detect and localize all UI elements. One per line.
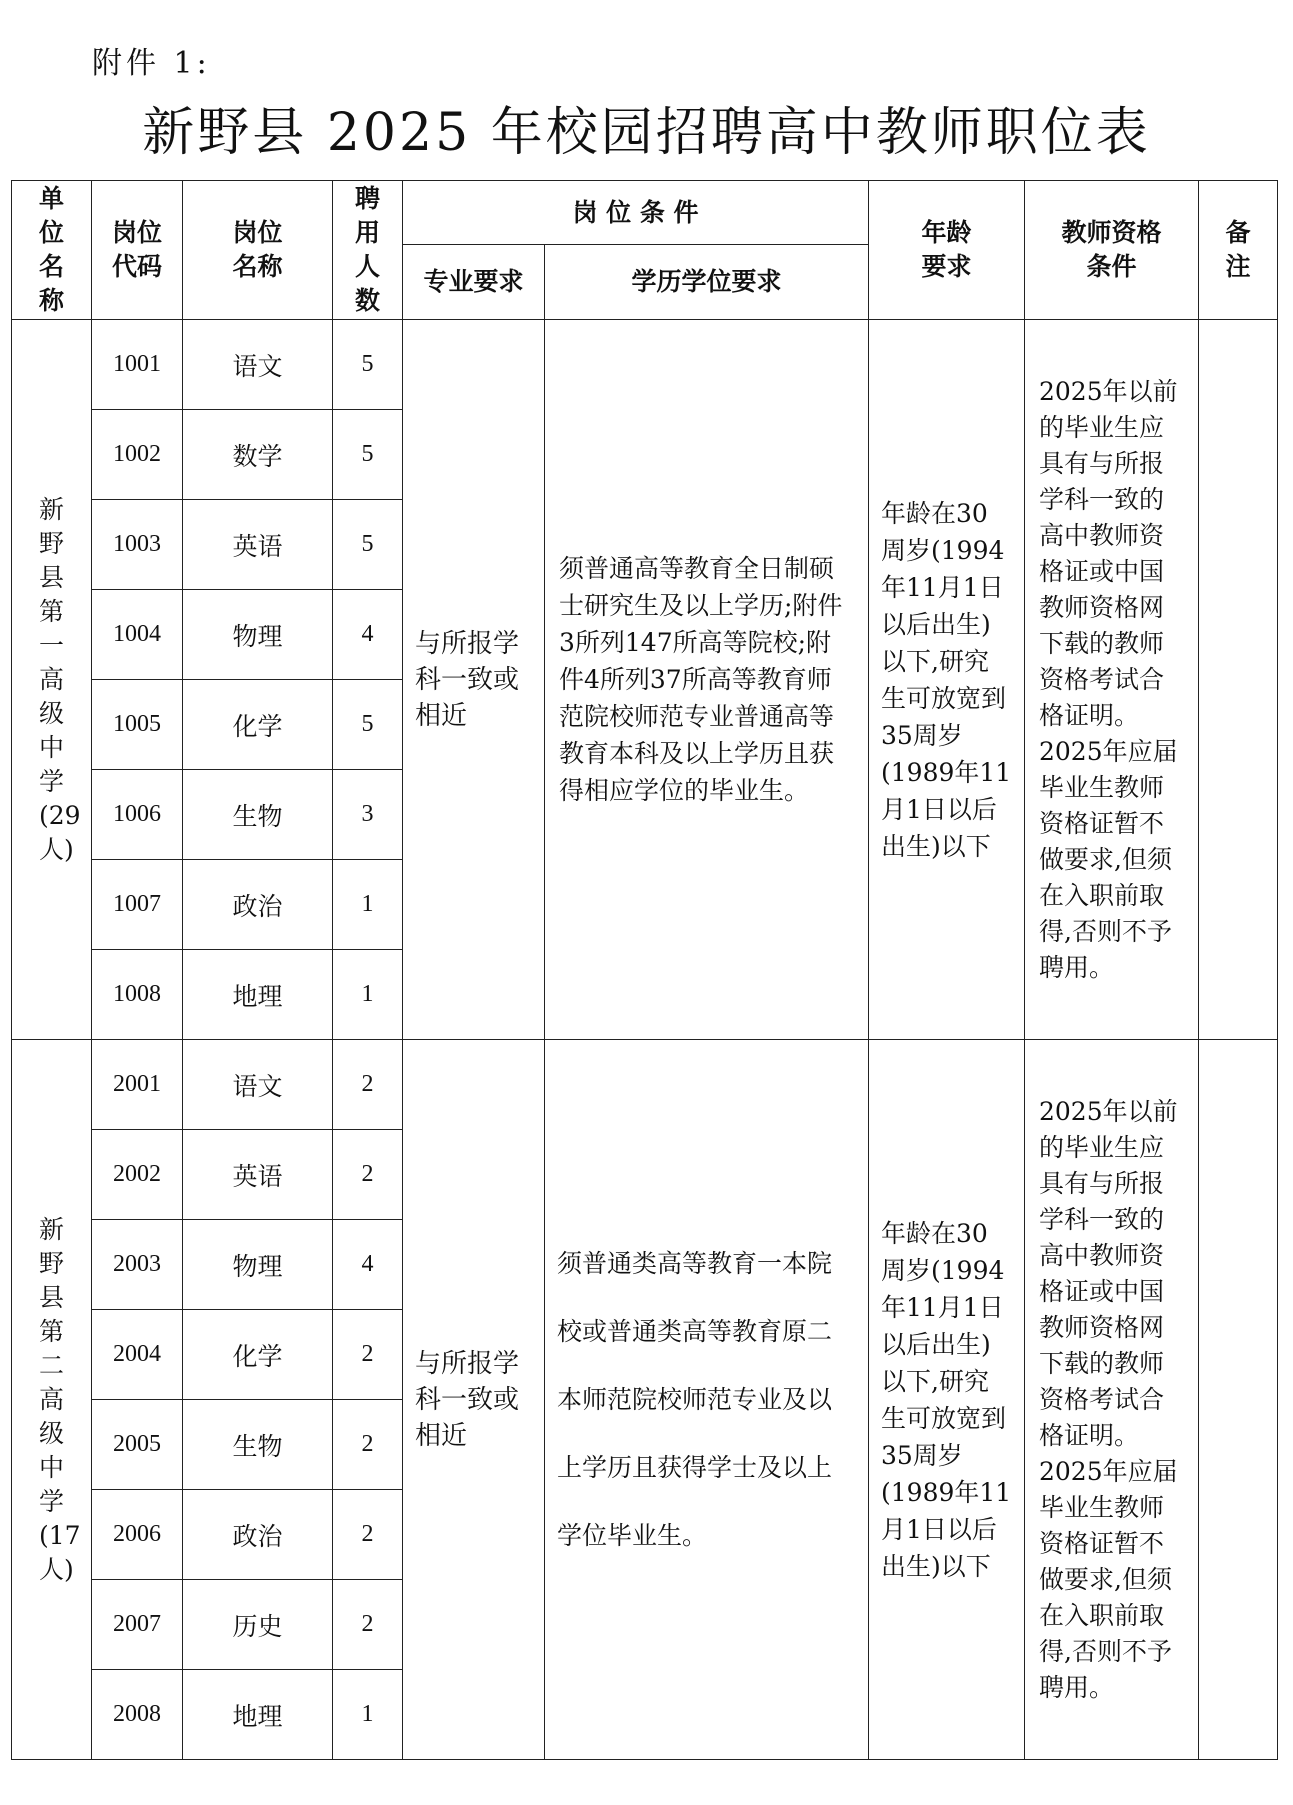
post-code: 1003 [92, 500, 183, 590]
age-requirement: 年龄在30周岁(1994年11月1日以后出生)以下,研究生可放宽到35周岁(1989年11月1日以后出生)以下 [869, 1040, 1025, 1760]
education-requirement: 须普通类高等教育一本院校或普通类高等教育原二本师范院校师范专业及以上学历且获得学士及以上学位毕业生。 [545, 1040, 869, 1760]
header-hire-count: 聘用人数 [333, 181, 403, 320]
major-requirement: 与所报学科一致或相近 [403, 1040, 545, 1760]
qualification-condition: 2025年以前的毕业生应具有与所报学科一致的高中教师资格证或中国教师资格网下载的教师资格考试合格证明。2025年应届毕业生教师资格证暂不做要求,但须在入职前取得,否则不予聘用。 [1025, 320, 1199, 1040]
header-post-code: 岗位代码 [92, 181, 183, 320]
hire-count: 4 [333, 590, 403, 680]
hire-count: 2 [333, 1490, 403, 1580]
post-code: 2006 [92, 1490, 183, 1580]
header-major-requirement: 专业要求 [403, 245, 545, 320]
header-post-name: 岗位名称 [183, 181, 333, 320]
post-code: 1001 [92, 320, 183, 410]
post-name: 数学 [183, 410, 333, 500]
header-unit-name: 单位名称 [12, 181, 92, 320]
post-name: 化学 [183, 680, 333, 770]
post-code: 2005 [92, 1400, 183, 1490]
hire-count: 2 [333, 1310, 403, 1400]
header-post-conditions: 岗 位 条 件 [403, 181, 869, 245]
post-name: 英语 [183, 1130, 333, 1220]
post-code: 2008 [92, 1670, 183, 1760]
hire-count: 1 [333, 950, 403, 1040]
hire-count: 5 [333, 320, 403, 410]
page-title: 新野县 2025 年校园招聘高中教师职位表 [142, 103, 1151, 163]
age-requirement: 年龄在30周岁(1994年11月1日以后出生)以下,研究生可放宽到35周岁(1989年11月1日以后出生)以下 [869, 320, 1025, 1040]
post-name: 历史 [183, 1580, 333, 1670]
hire-count: 2 [333, 1400, 403, 1490]
hire-count: 5 [333, 680, 403, 770]
post-code: 1004 [92, 590, 183, 680]
post-name: 英语 [183, 500, 333, 590]
hire-count: 5 [333, 500, 403, 590]
post-code: 1007 [92, 860, 183, 950]
post-name: 政治 [183, 860, 333, 950]
hire-count: 1 [333, 860, 403, 950]
post-code: 1008 [92, 950, 183, 1040]
header-qualification: 教师资格条件 [1025, 181, 1199, 320]
header-remarks: 备注 [1199, 181, 1278, 320]
remarks-cell [1199, 1040, 1278, 1760]
hire-count: 4 [333, 1220, 403, 1310]
position-table [11, 180, 1278, 1760]
post-name: 物理 [183, 590, 333, 680]
hire-count: 5 [333, 410, 403, 500]
post-name: 生物 [183, 1400, 333, 1490]
header-education-requirement: 学历学位要求 [545, 245, 869, 320]
unit-name-cell: 新野县第一高级中学(29人) [12, 320, 92, 1040]
header-age-requirement: 年龄要求 [869, 181, 1025, 320]
table-row [12, 320, 1278, 410]
major-requirement: 与所报学科一致或相近 [403, 320, 545, 1040]
hire-count: 2 [333, 1040, 403, 1130]
post-code: 2002 [92, 1130, 183, 1220]
post-code: 2007 [92, 1580, 183, 1670]
post-name: 物理 [183, 1220, 333, 1310]
post-name: 地理 [183, 1670, 333, 1760]
qualification-condition: 2025年以前的毕业生应具有与所报学科一致的高中教师资格证或中国教师资格网下载的教师资格考试合格证明。2025年应届毕业生教师资格证暂不做要求,但须在入职前取得,否则不予聘用。 [1025, 1040, 1199, 1760]
post-name: 化学 [183, 1310, 333, 1400]
post-name: 地理 [183, 950, 333, 1040]
hire-count: 3 [333, 770, 403, 860]
hire-count: 1 [333, 1670, 403, 1760]
post-name: 语文 [183, 320, 333, 410]
hire-count: 2 [333, 1130, 403, 1220]
post-code: 2004 [92, 1310, 183, 1400]
post-code: 2003 [92, 1220, 183, 1310]
post-code: 1002 [92, 410, 183, 500]
post-name: 生物 [183, 770, 333, 860]
post-code: 1006 [92, 770, 183, 860]
attachment-label: 附件 1: [92, 46, 211, 81]
post-code: 2001 [92, 1040, 183, 1130]
post-name: 语文 [183, 1040, 333, 1130]
post-code: 1005 [92, 680, 183, 770]
post-name: 政治 [183, 1490, 333, 1580]
unit-name-cell: 新野县第二高级中学(17人) [12, 1040, 92, 1760]
remarks-cell [1199, 320, 1278, 1040]
table-row [12, 1040, 1278, 1130]
education-requirement: 须普通高等教育全日制硕士研究生及以上学历;附件3所列147所高等院校;附件4所列37所高等教育师范院校师范专业普通高等教育本科及以上学历且获得相应学位的毕业生。 [545, 320, 869, 1040]
hire-count: 2 [333, 1580, 403, 1670]
